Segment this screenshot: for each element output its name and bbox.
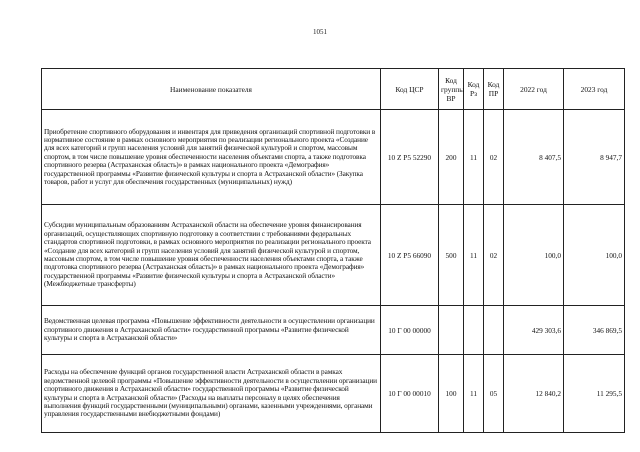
row-pr: 05 — [484, 355, 504, 433]
row-csr: 10 Z P5 52290 — [381, 110, 439, 205]
row-2023: 100,0 — [564, 205, 625, 306]
page-number: 1051 — [313, 28, 327, 36]
row-pr: 02 — [484, 110, 504, 205]
row-2022: 100,0 — [504, 205, 564, 306]
row-rz: 11 — [464, 355, 484, 433]
row-2023: 11 295,5 — [564, 355, 625, 433]
table-row — [42, 355, 625, 433]
header-name: Наименование показателя — [42, 69, 381, 110]
table-row — [42, 306, 625, 355]
header-rz: Код Рз — [464, 69, 484, 110]
header-2022: 2022 год — [504, 69, 564, 110]
budget-table — [41, 68, 625, 433]
table-row — [42, 205, 625, 306]
row-vr — [439, 306, 464, 355]
header-csr: Код ЦСР — [381, 69, 439, 110]
header-pr: Код ПР — [484, 69, 504, 110]
row-csr: 10 Г 00 00010 — [381, 355, 439, 433]
row-2022: 8 407,5 — [504, 110, 564, 205]
row-2023: 346 869,5 — [564, 306, 625, 355]
table-row — [42, 110, 625, 205]
row-pr — [484, 306, 504, 355]
row-2022: 12 840,2 — [504, 355, 564, 433]
row-2023: 8 947,7 — [564, 110, 625, 205]
row-vr: 200 — [439, 110, 464, 205]
row-vr: 100 — [439, 355, 464, 433]
row-name: Приобретение спортивного оборудования и инвентаря для приведения организаций спортивной подготовки в нормативное состояние в рамках основного мероприятия по реализации регионального проекта «Создание для всех категорий и групп населения условий для занятий физической культурой и спортом, массовым спортом, в том числе повышение уровня обеспеченности населения объектами спорта, а также подготовка спортивного резерва (Астраханская область)» в рамках национального проекта «Демография» государственной программы «Развитие физической культуры и спорта в Астраханской области» (Закупка товаров, работ и услуг для обеспечения государственных (муниципальных) нужд) — [42, 110, 381, 205]
row-2022: 429 303,6 — [504, 306, 564, 355]
row-name: Ведомственная целевая программа «Повышение эффективности деятельности в осуществлении организации спортивного движения в Астраханской области» государственной программы «Развитие физической культуры и спорта в Астраханской области» — [42, 306, 381, 355]
row-csr: 10 Z P5 66090 — [381, 205, 439, 306]
row-rz: 11 — [464, 110, 484, 205]
header-2023: 2023 год — [564, 69, 625, 110]
row-name: Расходы на обеспечение функций органов государственной власти Астраханской области в рамках ведомственной целевой программы «Повышение эффективности деятельности в осуществлении организации спортивного движения в Астраханской области» государственной программы «Развитие физической культуры и спорта в Астраханской области» (Расходы на выплаты персоналу в целях обеспечения выполнения функций государственными (муниципальными) органами, казенными учреждениями, органами управления государственными внебюджетными фондами) — [42, 355, 381, 433]
row-vr: 500 — [439, 205, 464, 306]
header-vr: Код группы ВР — [439, 69, 464, 110]
table-header-row — [42, 69, 625, 110]
row-rz: 11 — [464, 205, 484, 306]
row-csr: 10 Г 00 00000 — [381, 306, 439, 355]
row-pr: 02 — [484, 205, 504, 306]
row-name: Субсидии муниципальным образованиям Астраханской области на обеспечение уровня финансирования организаций, осуществляющих спортивную подготовку в соответствии с требованиями федеральных стандартов спортивной подготовки, в рамках основного мероприятия по реализации регионального проекта «Создание для всех категорий и групп населения условий для занятий физической культурой и спортом, массовым спортом, в том числе повышение уровня обеспеченности населения объектами спорта, а также подготовка спортивного резерва (Астраханская область)» в рамках национального проекта «Демография» государственной программы «Развитие физической культуры и спорта в Астраханской области» (Межбюджетные трансферты) — [42, 205, 381, 306]
row-rz — [464, 306, 484, 355]
